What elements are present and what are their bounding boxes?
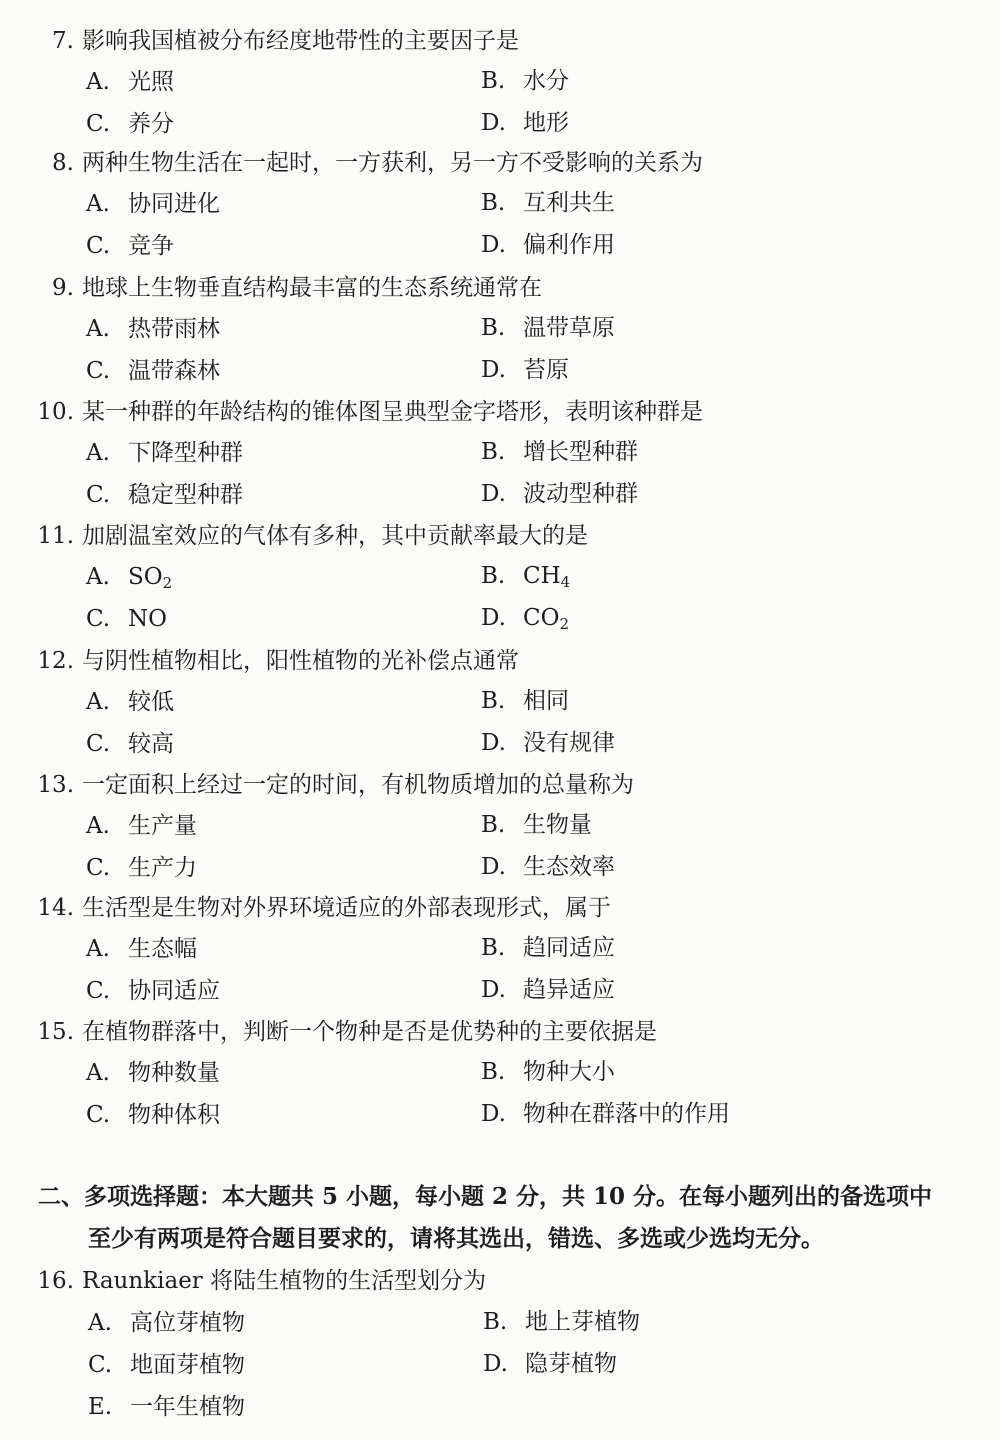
question-text: 加剧温室效应的气体有多种，其中贡献率最大的是 — [82, 523, 588, 549]
option-text: 生态效率 — [523, 854, 615, 880]
option-text: 温带草原 — [523, 315, 615, 341]
option-text: 热带雨林 — [128, 316, 220, 342]
question-text: 与阴性植物相比，阳性植物的光补偿点通常 — [82, 648, 519, 674]
question-stem — [32, 397, 703, 427]
option-text: 偏利作用 — [523, 232, 615, 258]
option-text: 较高 — [128, 731, 174, 757]
option-letter: C. — [86, 111, 111, 137]
option-letter: C. — [86, 731, 111, 757]
option-letter: B. — [481, 315, 506, 341]
answer-option[interactable] — [481, 852, 615, 882]
option-text: NO — [128, 606, 167, 632]
option-letter: A. — [86, 564, 110, 590]
option-text: 物种体积 — [128, 1102, 220, 1128]
option-text: 趋同适应 — [523, 935, 615, 961]
question-number: 15. — [37, 1019, 74, 1045]
option-letter: D. — [481, 357, 506, 383]
option-subscript: 4 — [560, 573, 571, 591]
question-number: 10. — [37, 399, 74, 425]
option-text: 高位芽植物 — [130, 1310, 245, 1336]
option-text: 一年生植物 — [130, 1394, 245, 1420]
option-text: CH — [523, 563, 561, 589]
option-letter: A. — [86, 191, 110, 217]
option-text: 生产力 — [128, 855, 197, 881]
answer-option[interactable] — [481, 810, 592, 840]
option-letter: C. — [86, 855, 111, 881]
option-letter: B. — [481, 688, 506, 714]
answer-option[interactable] — [86, 811, 197, 841]
answer-option[interactable] — [481, 686, 569, 716]
question-text: 某一种群的年龄结构的锥体图呈典型金字塔形，表明该种群是 — [82, 399, 703, 425]
option-text: 生产量 — [128, 813, 197, 839]
option-text: 温带森林 — [128, 358, 220, 384]
option-text: 竞争 — [128, 233, 174, 259]
answer-option[interactable] — [481, 975, 615, 1005]
answer-option[interactable] — [88, 1350, 245, 1380]
question-stem — [32, 1266, 486, 1296]
option-letter: D. — [481, 730, 506, 756]
answer-option[interactable] — [481, 355, 569, 385]
option-letter: D. — [481, 854, 506, 880]
option-letter: D. — [481, 481, 506, 507]
question-text: Raunkiaer 将陆生植物的生活型划分为 — [82, 1268, 487, 1294]
option-text: 生物量 — [523, 812, 592, 838]
option-letter: D. — [481, 605, 506, 631]
option-text: CO — [523, 605, 560, 631]
answer-option[interactable] — [86, 604, 167, 634]
option-text: SO — [128, 564, 163, 590]
option-letter: C. — [86, 482, 111, 508]
answer-option[interactable] — [481, 728, 615, 758]
option-letter: D. — [483, 1351, 508, 1377]
answer-option[interactable] — [86, 1058, 220, 1088]
option-letter: E. — [88, 1394, 113, 1420]
option-text: 苔原 — [523, 357, 569, 383]
question-number: 12. — [37, 648, 74, 674]
option-letter: C. — [86, 233, 111, 259]
section-instructions: 至少有两项是符合题目要求的，请将其选出，错选、多选或少选均无分。 — [88, 1225, 824, 1252]
answer-option[interactable] — [86, 934, 197, 964]
option-text: 没有规律 — [523, 730, 615, 756]
answer-option[interactable] — [481, 479, 638, 509]
question-number: 14. — [37, 895, 74, 921]
option-subscript: 2 — [559, 615, 570, 633]
option-letter: A. — [88, 1310, 112, 1336]
option-letter: C. — [86, 606, 111, 632]
answer-option[interactable] — [86, 562, 172, 592]
question-number: 9. — [52, 275, 74, 301]
answer-option[interactable] — [86, 1100, 220, 1130]
answer-option[interactable] — [481, 108, 569, 138]
option-text: 物种大小 — [523, 1059, 615, 1085]
option-text: 协同适应 — [128, 978, 220, 1004]
section-heading: 二、多项选择题：本大题共 5 小题，每小题 2 分，共 10 分。在每小题列出的备选项中 — [38, 1183, 933, 1210]
question-stem — [32, 1017, 657, 1047]
option-letter: B. — [483, 1309, 508, 1335]
option-text: 互利共生 — [523, 190, 615, 216]
answer-option[interactable] — [481, 1057, 615, 1087]
option-text: 较低 — [128, 689, 174, 715]
question-stem — [32, 646, 519, 676]
option-text: 物种数量 — [128, 1060, 220, 1086]
answer-option[interactable] — [481, 437, 638, 467]
option-letter: A. — [86, 1060, 110, 1086]
question-stem — [42, 26, 519, 56]
answer-option[interactable] — [483, 1307, 640, 1337]
option-text: 相同 — [523, 688, 569, 714]
answer-option[interactable] — [481, 230, 615, 260]
option-letter: B. — [481, 1059, 506, 1085]
option-letter: D. — [481, 977, 506, 1003]
answer-option[interactable] — [86, 109, 174, 139]
option-letter: B. — [481, 439, 506, 465]
option-text: 养分 — [128, 111, 174, 137]
option-text: 水分 — [523, 68, 569, 94]
question-stem — [32, 893, 611, 923]
option-letter: B. — [481, 812, 506, 838]
option-letter: A. — [86, 316, 110, 342]
answer-option[interactable] — [481, 603, 569, 633]
option-letter: A. — [86, 813, 110, 839]
option-letter: B. — [481, 68, 506, 94]
option-text: 生态幅 — [128, 936, 197, 962]
question-number: 16. — [37, 1268, 74, 1294]
option-subscript: 2 — [162, 574, 173, 592]
question-stem — [32, 770, 634, 800]
option-letter: D. — [481, 232, 506, 258]
option-text: 隐芽植物 — [525, 1351, 617, 1377]
option-letter: B. — [481, 935, 506, 961]
option-text: 物种在群落中的作用 — [523, 1101, 730, 1127]
answer-option[interactable] — [86, 356, 220, 386]
answer-option[interactable] — [88, 1308, 245, 1338]
answer-option[interactable] — [481, 66, 569, 96]
question-stem — [32, 521, 588, 551]
option-text: 地上芽植物 — [525, 1309, 640, 1335]
question-number: 11. — [37, 523, 74, 549]
question-text: 影响我国植被分布经度地带性的主要因子是 — [82, 28, 519, 54]
question-text: 两种生物生活在一起时，一方获利，另一方不受影响的关系为 — [82, 150, 703, 176]
answer-option[interactable] — [86, 67, 174, 97]
answer-option[interactable] — [481, 1099, 730, 1129]
option-text: 趋异适应 — [523, 977, 615, 1003]
answer-option[interactable] — [86, 438, 243, 468]
answer-option[interactable] — [86, 314, 220, 344]
question-text: 生活型是生物对外界环境适应的外部表现形式，属于 — [82, 895, 611, 921]
question-number: 7. — [52, 28, 74, 54]
option-text: 波动型种群 — [523, 481, 638, 507]
question-number: 13. — [37, 772, 74, 798]
option-letter: A. — [86, 936, 110, 962]
question-text: 地球上生物垂直结构最丰富的生态系统通常在 — [82, 275, 542, 301]
option-letter: A. — [86, 69, 110, 95]
answer-option[interactable] — [86, 976, 220, 1006]
answer-option[interactable] — [481, 313, 615, 343]
answer-option[interactable] — [86, 687, 174, 717]
answer-option[interactable] — [88, 1392, 245, 1422]
option-text: 地面芽植物 — [130, 1352, 245, 1378]
option-text: 协同进化 — [128, 191, 220, 217]
option-text: 下降型种群 — [128, 440, 243, 466]
option-letter: C. — [86, 1102, 111, 1128]
question-stem — [42, 148, 703, 178]
answer-option[interactable] — [483, 1349, 617, 1379]
answer-option[interactable] — [86, 729, 174, 759]
option-text: 增长型种群 — [523, 439, 638, 465]
option-letter: A. — [86, 440, 110, 466]
option-letter: C. — [88, 1352, 113, 1378]
answer-option[interactable] — [86, 480, 243, 510]
option-letter: C. — [86, 358, 111, 384]
option-text: 光照 — [128, 69, 174, 95]
answer-option[interactable] — [481, 933, 615, 963]
question-stem — [42, 273, 542, 303]
answer-option[interactable] — [86, 231, 174, 261]
option-letter: D. — [481, 110, 506, 136]
answer-option[interactable] — [481, 561, 570, 591]
answer-option[interactable] — [481, 188, 615, 218]
option-text: 地形 — [523, 110, 569, 136]
question-text: 在植物群落中，判断一个物种是否是优势种的主要依据是 — [82, 1019, 657, 1045]
answer-option[interactable] — [86, 853, 197, 883]
option-letter: A. — [86, 689, 110, 715]
option-text: 稳定型种群 — [128, 482, 243, 508]
question-number: 8. — [52, 150, 74, 176]
option-letter: C. — [86, 978, 111, 1004]
option-letter: B. — [481, 190, 506, 216]
answer-option[interactable] — [86, 189, 220, 219]
option-letter: D. — [481, 1101, 506, 1127]
question-text: 一定面积上经过一定的时间，有机物质增加的总量称为 — [82, 772, 634, 798]
option-letter: B. — [481, 563, 506, 589]
